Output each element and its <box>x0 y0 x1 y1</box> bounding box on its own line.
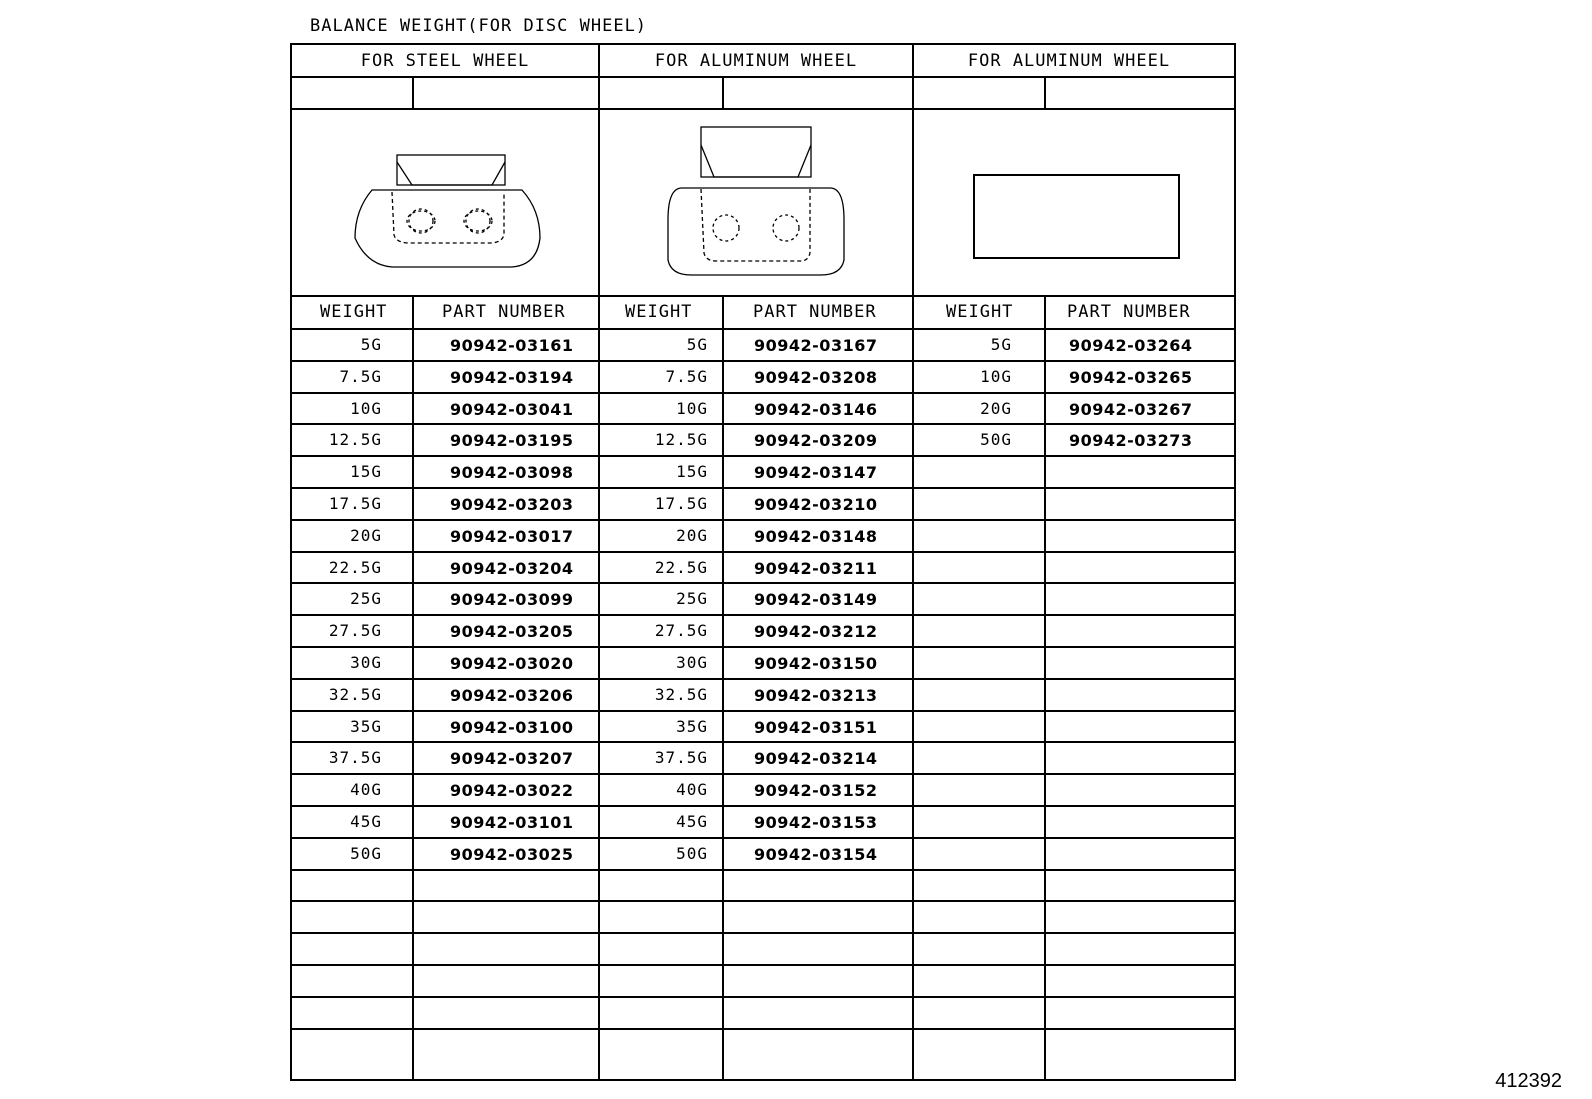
part-number-cell: 90942-03022 <box>450 781 574 801</box>
row-rule <box>292 582 1234 584</box>
part-number-cell: 90942-03153 <box>754 813 878 832</box>
weight-cell: 12.5G <box>328 430 382 450</box>
part-number-cell: 90942-03264 <box>1069 336 1193 355</box>
weight-cell: 17.5G <box>328 494 382 513</box>
weight-cell: 50G <box>676 843 708 863</box>
row-rule <box>292 551 1234 553</box>
row-rule <box>292 710 1234 712</box>
weight-cell: 35G <box>350 716 382 736</box>
weight-cell: 7.5G <box>339 366 382 386</box>
alu2-weight-col-header: WEIGHT <box>946 302 1014 322</box>
sub-divider <box>1044 295 1046 1079</box>
part-number-cell: 90942-03041 <box>450 399 574 419</box>
row-rule <box>292 519 1234 521</box>
part-number-cell: 90942-03212 <box>754 622 878 642</box>
weight-cell: 10G <box>980 366 1012 386</box>
weight-cell: 35G <box>676 716 708 736</box>
weight-cell: 32.5G <box>328 684 382 704</box>
figure-code: 412392 <box>1495 1070 1562 1092</box>
document-title: BALANCE WEIGHT(FOR DISC WHEEL) <box>310 16 648 36</box>
part-number-cell: 90942-03206 <box>450 685 574 705</box>
part-number-cell: 90942-03211 <box>754 558 878 578</box>
group-header-aluminum-2: FOR ALUMINUM WHEEL <box>967 51 1171 71</box>
subheader-rule <box>292 108 1234 110</box>
part-number-cell: 90942-03154 <box>754 844 878 864</box>
alu1-part-col-header: PART NUMBER <box>753 302 877 322</box>
adhesive-weight-illustration <box>972 173 1182 263</box>
weight-cell: 50G <box>350 843 382 863</box>
steel-wheel-weight-illustration <box>352 150 552 280</box>
part-number-cell: 90942-03161 <box>450 336 574 355</box>
row-rule <box>292 741 1234 743</box>
part-number-cell: 90942-03152 <box>754 781 878 801</box>
weight-cell: 15G <box>676 462 708 482</box>
weight-cell: 27.5G <box>328 621 382 641</box>
weight-cell: 10G <box>676 398 708 418</box>
row-rule <box>292 392 1234 394</box>
weight-cell: 30G <box>676 653 708 672</box>
row-rule <box>292 900 1234 902</box>
part-number-cell: 90942-03213 <box>754 685 878 705</box>
aluminum-wheel-weight-illustration <box>666 125 856 285</box>
row-rule <box>292 328 1234 330</box>
row-rule <box>292 869 1234 871</box>
weight-cell: 17.5G <box>654 494 708 513</box>
weight-cell: 30G <box>350 653 382 672</box>
group-header-steel: FOR STEEL WHEEL <box>360 51 530 71</box>
header-rule <box>292 76 1234 78</box>
group-divider <box>912 45 914 1079</box>
part-number-cell: 90942-03099 <box>450 590 574 610</box>
weight-cell: 5G <box>990 335 1012 354</box>
weight-cell: 32.5G <box>654 684 708 704</box>
part-number-cell: 90942-03203 <box>450 495 574 514</box>
row-rule <box>292 423 1234 425</box>
part-number-cell: 90942-03207 <box>450 749 574 769</box>
row-rule <box>292 964 1234 966</box>
part-number-cell: 90942-03194 <box>450 367 574 387</box>
weight-cell: 25G <box>350 589 382 609</box>
row-rule <box>292 455 1234 457</box>
weight-cell: 25G <box>676 589 708 609</box>
weight-cell: 20G <box>980 398 1012 418</box>
alu1-weight-col-header: WEIGHT <box>625 302 693 322</box>
part-number-cell: 90942-03020 <box>450 654 574 673</box>
part-number-cell: 90942-03214 <box>754 749 878 769</box>
weight-cell: 45G <box>676 812 708 831</box>
steel-weight-col-header: WEIGHT <box>320 302 388 322</box>
illustration-rule <box>292 295 1234 297</box>
row-rule <box>292 646 1234 648</box>
weight-cell: 37.5G <box>328 748 382 768</box>
row-rule <box>292 614 1234 616</box>
weight-cell: 5G <box>686 335 708 354</box>
weight-cell: 40G <box>676 780 708 800</box>
part-number-cell: 90942-03149 <box>754 590 878 610</box>
part-number-cell: 90942-03101 <box>450 813 574 832</box>
group-header-aluminum-1: FOR ALUMINUM WHEEL <box>654 51 858 71</box>
part-number-cell: 90942-03025 <box>450 844 574 864</box>
part-number-cell: 90942-03147 <box>754 463 878 483</box>
weight-cell: 22.5G <box>654 557 708 577</box>
weight-cell: 7.5G <box>665 366 708 386</box>
sub-divider <box>722 295 724 1079</box>
steel-part-col-header: PART NUMBER <box>442 302 566 322</box>
part-number-cell: 90942-03195 <box>450 431 574 451</box>
row-rule <box>292 1028 1234 1030</box>
part-number-cell: 90942-03273 <box>1069 431 1193 451</box>
row-rule <box>292 678 1234 680</box>
row-rule <box>292 360 1234 362</box>
weight-cell: 22.5G <box>328 557 382 577</box>
alu2-part-col-header: PART NUMBER <box>1067 302 1191 322</box>
row-rule <box>292 932 1234 934</box>
part-number-cell: 90942-03098 <box>450 463 574 483</box>
weight-cell: 40G <box>350 780 382 800</box>
part-number-cell: 90942-03146 <box>754 399 878 419</box>
part-number-cell: 90942-03100 <box>450 717 574 737</box>
part-number-cell: 90942-03208 <box>754 367 878 387</box>
part-number-cell: 90942-03150 <box>754 654 878 673</box>
sub-divider <box>722 77 724 109</box>
sub-divider <box>412 295 414 1079</box>
weight-cell: 15G <box>350 462 382 482</box>
balance-weight-table <box>290 43 1236 1081</box>
weight-cell: 20G <box>350 525 382 545</box>
weight-cell: 20G <box>676 525 708 545</box>
part-number-cell: 90942-03205 <box>450 622 574 642</box>
weight-cell: 45G <box>350 812 382 831</box>
row-rule <box>292 487 1234 489</box>
part-number-cell: 90942-03017 <box>450 526 574 546</box>
weight-cell: 12.5G <box>654 430 708 450</box>
row-rule <box>292 773 1234 775</box>
weight-cell: 37.5G <box>654 748 708 768</box>
part-number-cell: 90942-03204 <box>450 558 574 578</box>
weight-cell: 10G <box>350 398 382 418</box>
part-number-cell: 90942-03267 <box>1069 399 1193 419</box>
part-number-cell: 90942-03265 <box>1069 367 1193 387</box>
part-number-cell: 90942-03167 <box>754 336 878 355</box>
weight-cell: 5G <box>360 335 382 354</box>
row-rule <box>292 996 1234 998</box>
row-rule <box>292 837 1234 839</box>
sub-divider <box>1044 77 1046 109</box>
weight-cell: 50G <box>980 430 1012 450</box>
sub-divider <box>412 77 414 109</box>
weight-cell: 27.5G <box>654 621 708 641</box>
part-number-cell: 90942-03151 <box>754 717 878 737</box>
part-number-cell: 90942-03209 <box>754 431 878 451</box>
part-number-cell: 90942-03148 <box>754 526 878 546</box>
part-number-cell: 90942-03210 <box>754 495 878 514</box>
row-rule <box>292 805 1234 807</box>
